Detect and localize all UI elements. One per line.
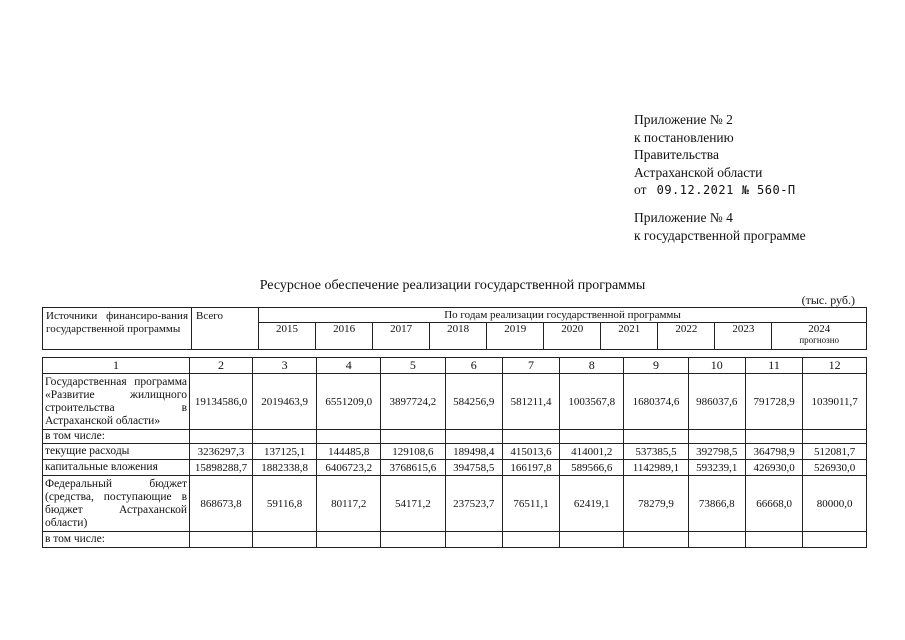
year-cell: 589566,6 (560, 460, 624, 476)
forecast-note: прогнозно (799, 335, 840, 345)
year-cell: 414001,2 (560, 444, 624, 460)
appendix-order-block (634, 111, 796, 200)
year-cell: 66668,0 (745, 476, 802, 532)
year-label: 2021 (618, 323, 641, 335)
column-index: 12 (803, 358, 867, 374)
year-label: 2019 (504, 323, 527, 335)
year-cell: 392798,5 (688, 444, 745, 460)
appendix-program-block (634, 209, 806, 244)
year-cell (560, 532, 624, 548)
year-cell: 6551209,0 (317, 374, 381, 430)
year-cell: 537385,5 (624, 444, 688, 460)
row-label: Государственная программа «Развитие жилищного строительства в Астраханской области» (43, 374, 190, 430)
year-cell: 526930,0 (803, 460, 867, 476)
year-cell: 426930,0 (745, 460, 802, 476)
year-cell (560, 430, 624, 444)
data-table (42, 357, 867, 548)
column-index: 1 (43, 358, 190, 374)
year-cell: 59116,8 (253, 476, 317, 532)
year-cell: 166197,8 (502, 460, 559, 476)
year-label: 2023 (732, 323, 755, 335)
year-cell (445, 532, 502, 548)
year-header-2024 (772, 323, 867, 350)
column-index-row (43, 358, 867, 374)
year-header-2023 (715, 323, 772, 350)
total-cell: 868673,8 (190, 476, 253, 532)
year-cell: 80117,2 (317, 476, 381, 532)
year-label: 2015 (276, 323, 299, 335)
year-cell: 986037,6 (688, 374, 745, 430)
appendix-order-date-line (634, 181, 796, 200)
year-cell: 2019463,9 (253, 374, 317, 430)
appendix-program-line1: Приложение № 4 (634, 210, 733, 225)
year-cell (445, 430, 502, 444)
year-cell (381, 430, 445, 444)
row-label: в том числе: (43, 532, 190, 548)
total-cell: 3236297,3 (190, 444, 253, 460)
year-cell (624, 532, 688, 548)
year-cell: 581211,4 (502, 374, 559, 430)
appendix-order-line1: Приложение № 2 (634, 112, 733, 127)
year-cell: 791728,9 (745, 374, 802, 430)
header-years-group: По годам реализации государственной программы (259, 308, 867, 323)
year-cell: 129108,6 (381, 444, 445, 460)
year-label: 2017 (390, 323, 413, 335)
year-cell (803, 430, 867, 444)
year-cell: 6406723,2 (317, 460, 381, 476)
year-label: 2018 (447, 323, 470, 335)
date-handwritten: 09.12.2021 № 560-П (656, 183, 796, 197)
column-index: 10 (688, 358, 745, 374)
year-cell (745, 430, 802, 444)
year-header-2022 (658, 323, 715, 350)
year-cell: 189498,4 (445, 444, 502, 460)
year-cell: 137125,1 (253, 444, 317, 460)
document-title: Ресурсное обеспечение реализации государственной программы (259, 278, 646, 293)
column-index: 11 (745, 358, 802, 374)
year-cell (688, 430, 745, 444)
year-cell: 237523,7 (445, 476, 502, 532)
year-cell: 80000,0 (803, 476, 867, 532)
year-cell: 593239,1 (688, 460, 745, 476)
appendix-order-line3: Правительства (634, 147, 719, 162)
year-cell (317, 532, 381, 548)
year-label: 2016 (333, 323, 356, 335)
appendix-order-line4: Астраханской области (634, 164, 763, 180)
year-header-2017 (373, 323, 430, 350)
appendix-order-line2: к постановлению (634, 129, 734, 145)
year-cell: 394758,5 (445, 460, 502, 476)
year-cell (317, 430, 381, 444)
table-row (43, 532, 867, 548)
column-index: 4 (317, 358, 381, 374)
row-label: в том числе: (43, 430, 190, 444)
table-row (43, 476, 867, 532)
year-cell (745, 532, 802, 548)
year-cell: 73866,8 (688, 476, 745, 532)
column-index: 3 (253, 358, 317, 374)
year-cell: 76511,1 (502, 476, 559, 532)
table-row (43, 460, 867, 476)
year-header-2016 (316, 323, 373, 350)
column-index: 5 (381, 358, 445, 374)
year-cell: 54171,2 (381, 476, 445, 532)
year-header-2019 (487, 323, 544, 350)
total-cell: 15898288,7 (190, 460, 253, 476)
column-index: 7 (502, 358, 559, 374)
year-label: 2020 (561, 323, 584, 335)
year-cell (624, 430, 688, 444)
year-header-2020 (544, 323, 601, 350)
year-cell: 584256,9 (445, 374, 502, 430)
year-header-2018 (430, 323, 487, 350)
year-cell: 62419,1 (560, 476, 624, 532)
year-cell: 1003567,8 (560, 374, 624, 430)
year-cell (803, 532, 867, 548)
units-label: (тыс. руб.) (801, 293, 855, 307)
year-label: 2024 (808, 323, 831, 335)
year-cell (688, 532, 745, 548)
year-cell (253, 532, 317, 548)
date-prefix: от (634, 182, 647, 197)
year-label: 2022 (675, 323, 698, 335)
year-cell (502, 430, 559, 444)
total-cell (190, 430, 253, 444)
year-cell: 144485,8 (317, 444, 381, 460)
row-label: текущие расходы (43, 444, 190, 460)
column-index: 2 (190, 358, 253, 374)
column-index: 6 (445, 358, 502, 374)
year-cell: 415013,6 (502, 444, 559, 460)
total-cell: 19134586,0 (190, 374, 253, 430)
year-cell: 1882338,8 (253, 460, 317, 476)
year-cell: 1142989,1 (624, 460, 688, 476)
year-cell: 3768615,6 (381, 460, 445, 476)
header-total: Всего (192, 308, 259, 350)
total-cell (190, 532, 253, 548)
column-index: 9 (624, 358, 688, 374)
appendix-program-line2: к государственной программе (634, 227, 806, 243)
table-row (43, 430, 867, 444)
table-row (43, 444, 867, 460)
row-label: Федеральный бюджет (средства, поступающие в бюджет Астраханской области) (43, 476, 190, 532)
column-index: 8 (560, 358, 624, 374)
year-header-2021 (601, 323, 658, 350)
year-cell: 512081,7 (803, 444, 867, 460)
row-label: капитальные вложения (43, 460, 190, 476)
year-cell: 78279,9 (624, 476, 688, 532)
year-cell: 1680374,6 (624, 374, 688, 430)
header-source: Источники финансиро-вания государственной программы (43, 308, 192, 350)
table-row (43, 374, 867, 430)
year-cell (253, 430, 317, 444)
year-cell (502, 532, 559, 548)
year-header-2015 (259, 323, 316, 350)
header-table (42, 307, 867, 350)
year-cell (381, 532, 445, 548)
year-cell: 1039011,7 (803, 374, 867, 430)
year-cell: 364798,9 (745, 444, 802, 460)
year-cell: 3897724,2 (381, 374, 445, 430)
